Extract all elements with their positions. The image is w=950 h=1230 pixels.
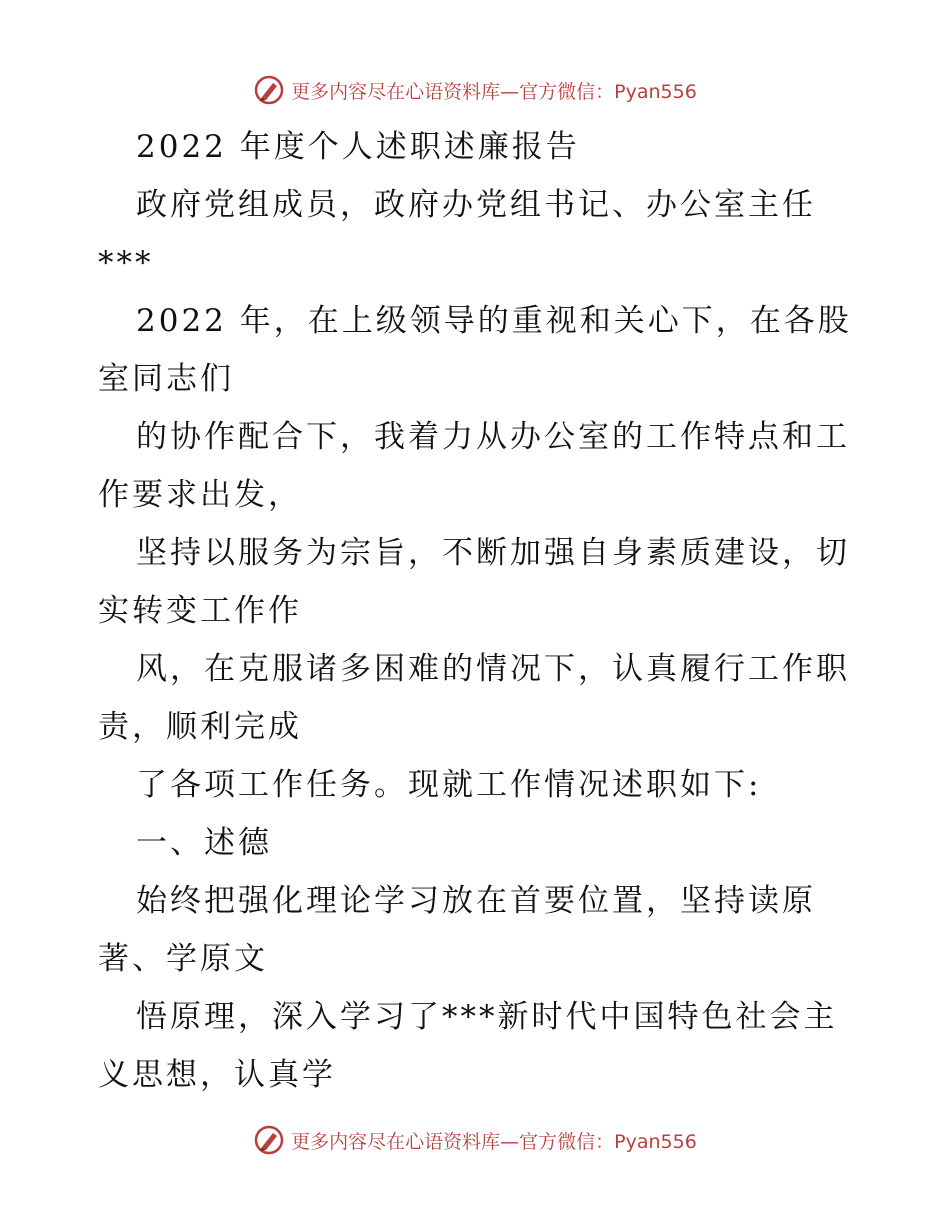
text-line: *** bbox=[98, 245, 154, 281]
text-line: 政府党组成员，政府办党组书记、办公室主任 bbox=[136, 187, 816, 223]
text-line: 悟原理，深入学习了***新时代中国特色社会主 bbox=[136, 999, 838, 1035]
text-line: 作要求出发， bbox=[98, 477, 302, 513]
pen-logo-icon bbox=[253, 1124, 285, 1156]
text-line: 义思想，认真学 bbox=[98, 1057, 336, 1093]
watermark-banner-bottom bbox=[0, 1120, 950, 1160]
section-heading: 一、述德 bbox=[136, 825, 272, 861]
text-line: 室同志们 bbox=[98, 361, 234, 397]
text-line: 坚持以服务为宗旨，不断加强自身素质建设，切 bbox=[136, 535, 850, 571]
text-line: 实转变工作作 bbox=[98, 593, 302, 629]
document-title: 2022 年度个人述职述廉报告 bbox=[136, 129, 580, 165]
watermark-text: 更多内容尽在心语资料库—官方微信：Pyan556 bbox=[291, 1130, 697, 1153]
pen-logo-icon bbox=[253, 74, 285, 106]
text-line: 了各项工作任务。现就工作情况述职如下: bbox=[136, 767, 762, 803]
text-line: 2022 年，在上级领导的重视和关心下，在各股 bbox=[136, 303, 852, 339]
text-line: 风，在克服诸多困难的情况下，认真履行工作职 bbox=[136, 651, 850, 687]
text-line: 始终把强化理论学习放在首要位置，坚持读原 bbox=[136, 883, 816, 919]
text-line: 著、学原文 bbox=[98, 941, 268, 977]
text-line: 责，顺利完成 bbox=[98, 709, 302, 745]
watermark-text: 更多内容尽在心语资料库—官方微信：Pyan556 bbox=[291, 80, 697, 103]
watermark-banner-top bbox=[0, 70, 950, 110]
document-body bbox=[98, 118, 858, 1104]
text-line: 的协作配合下，我着力从办公室的工作特点和工 bbox=[136, 419, 850, 455]
